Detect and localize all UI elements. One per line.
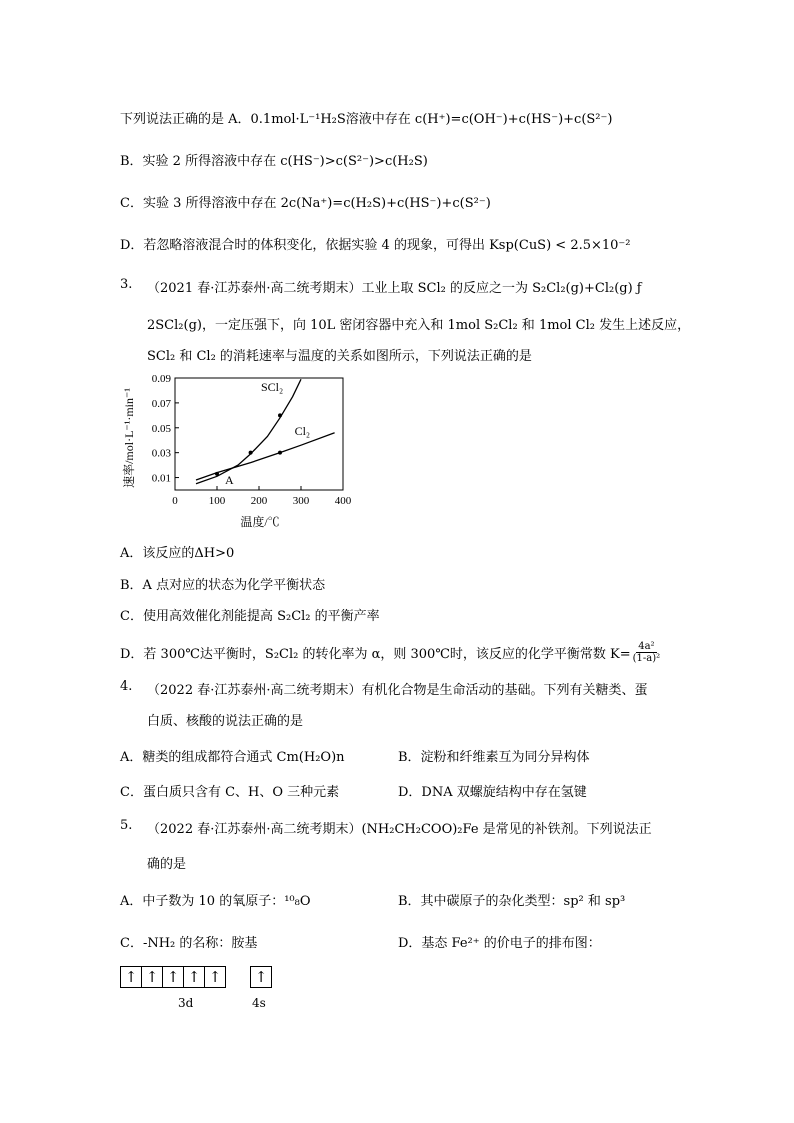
x-tick-label: 0 xyxy=(172,495,178,507)
y-tick-label: 0.09 xyxy=(151,373,171,385)
x-tick-label: 200 xyxy=(250,495,268,507)
q4-number: 4. xyxy=(120,679,133,694)
orbital-label-4s: 4s xyxy=(252,996,266,1010)
y-tick-label: 0.01 xyxy=(151,472,171,485)
q2-option-a: 下列说法正确的是 A．0.1mol·L⁻¹H₂S溶液中存在 c(H⁺)=c(OH⁻)+c(HS⁻)+c(S²⁻) xyxy=(120,112,613,127)
q5-stem-line1: （2022 春·江苏泰州·高二统考期末）(NH₂CH₂COO)₂Fe 是常见的补铁剂。下列说法正 xyxy=(147,822,652,837)
data-point xyxy=(278,413,282,417)
x-tick-label: 300 xyxy=(292,495,310,507)
orbital-box-3d-1: ↑ xyxy=(120,966,142,988)
y-tick-label: 0.07 xyxy=(151,397,171,410)
orbital-box-4s: ↑ xyxy=(250,966,272,988)
q5-option-b: B．其中碳原子的杂化类型：sp² 和 sp³ xyxy=(398,894,626,909)
series-line-scl2 xyxy=(196,379,301,484)
q5-number: 5. xyxy=(120,818,133,833)
q4-stem-line1: （2022 春·江苏泰州·高二统考期末）有机化合物是生命活动的基础。下列有关糖类、蛋 xyxy=(147,683,648,698)
q5-option-a: A．中子数为 10 的氧原子：¹⁰₈O xyxy=(120,894,311,909)
q5-stem-line2: 确的是 xyxy=(147,857,187,872)
data-point xyxy=(249,451,253,455)
series-label-scl2: SCl₂ xyxy=(261,380,284,395)
orbital-box-3d-4: ↑ xyxy=(183,966,205,988)
q3-option-d xyxy=(120,641,660,664)
q4-option-b: B．淀粉和纤维素互为同分异构体 xyxy=(398,750,590,765)
x-tick-labels xyxy=(172,486,352,507)
x-tick-label: 100 xyxy=(208,495,226,507)
chart-series xyxy=(196,379,335,484)
q2-option-b: B．实验 2 所得溶液中存在 c(HS⁻)>c(S²⁻)>c(H₂S) xyxy=(120,154,428,169)
q2-option-d: D．若忽略溶液混合时的体积变化，依据实验 4 的现象，可得出 Ksp(CuS) < 2.5×10⁻² xyxy=(120,238,631,253)
q4-option-c: C．蛋白质只含有 C、H、O 三种元素 xyxy=(120,785,340,800)
q5-option-c: C．-NH₂ 的名称：胺基 xyxy=(120,936,258,951)
fraction-numerator: 4a² xyxy=(638,641,655,652)
plot-frame xyxy=(175,378,343,490)
q3-option-a: A．该反应的ΔH>0 xyxy=(120,546,235,561)
orbital-box-3d-3: ↑ xyxy=(162,966,184,988)
orbital-4s-boxes xyxy=(250,966,271,988)
orbital-box-3d-2: ↑ xyxy=(141,966,163,988)
equilibrium-constant-fraction xyxy=(633,641,661,664)
y-tick-label: 0.05 xyxy=(151,422,171,435)
q3-number: 3. xyxy=(120,277,133,292)
q4-option-d: D．DNA 双螺旋结构中存在氢键 xyxy=(398,785,587,800)
chart-y-label: 速率/mol·L⁻¹·min⁻¹ xyxy=(122,388,136,488)
x-axis-label: 温度/℃ xyxy=(240,515,280,529)
q5-option-d: D．基态 Fe²⁺ 的价电子的排布图： xyxy=(398,936,601,951)
q3-stem-line3: SCl₂ 和 Cl₂ 的消耗速率与温度的关系如图所示，下列说法正确的是 xyxy=(147,349,532,364)
point-a-label: A xyxy=(225,472,234,487)
data-point xyxy=(278,451,282,455)
orbital-box-3d-5: ↑ xyxy=(204,966,226,988)
x-tick-label: 400 xyxy=(334,495,352,507)
q2-option-c: C．实验 3 所得溶液中存在 2c(Na⁺)=c(H₂S)+c(HS⁻)+c(S²⁻) xyxy=(120,196,491,211)
rate-temperature-chart xyxy=(115,368,365,533)
q4-stem-line2: 白质、核酸的说法正确的是 xyxy=(147,714,304,729)
data-point xyxy=(215,472,219,476)
q3-option-c: C．使用高效催化剂能提高 S₂Cl₂ 的平衡产率 xyxy=(120,609,380,624)
orbital-label-3d: 3d xyxy=(178,996,194,1010)
q3-stem-line1: （2021 春·江苏泰州·高二统考期末）工业上取 SCl₂ 的反应之一为 S₂Cl₂(g)+Cl₂(g) ƒ xyxy=(147,281,642,296)
orbital-3d-boxes xyxy=(120,966,225,988)
q3-option-d-text: D．若 300℃达平衡时，S₂Cl₂ 的转化率为 α，则 300℃时，该反应的化学平衡常数 K= xyxy=(120,647,631,662)
y-tick-label: 0.03 xyxy=(151,447,171,460)
q3-option-b: B．A 点对应的状态为化学平衡状态 xyxy=(120,578,326,593)
series-label-cl2: Cl₂ xyxy=(294,423,311,438)
q4-option-a: A．糖类的组成都符合通式 Cm(H₂O)n xyxy=(120,750,345,765)
fraction-denominator: (1-a)² xyxy=(632,653,661,664)
chart-points xyxy=(215,413,282,486)
q3-stem-line2: 2SCl₂(g)，一定压强下，向 10L 密闭容器中充入和 1mol S₂Cl₂ 和 1mol Cl₂ 发生上述反应， xyxy=(147,318,691,333)
